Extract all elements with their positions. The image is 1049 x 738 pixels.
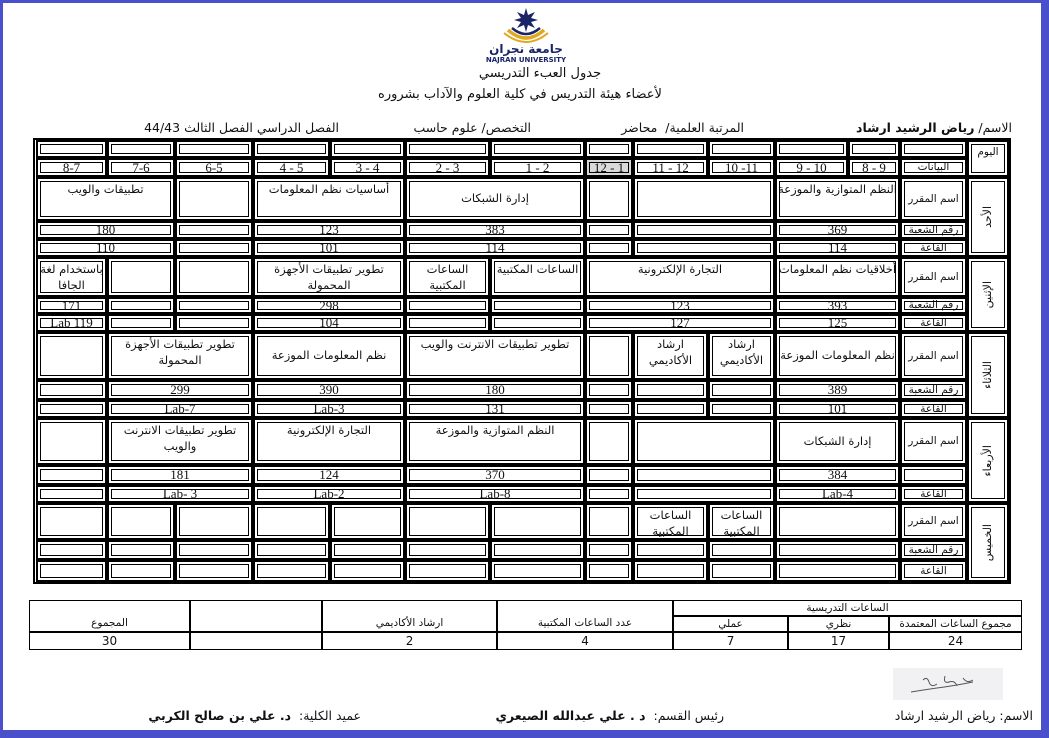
star-icon [514, 8, 538, 32]
course-cell: إدارة الشبكات [775, 418, 900, 465]
course-cell: تطوير تطبيقات الانترنت والويب [107, 418, 253, 465]
room-cell [633, 400, 708, 418]
section-cell: 123 [253, 221, 405, 239]
section-cell [107, 297, 175, 314]
room-cell [708, 400, 775, 418]
blank-cell [708, 140, 775, 158]
section-cell [633, 540, 708, 560]
room-cell [775, 560, 900, 582]
room-cell [585, 560, 633, 582]
section-cell [633, 221, 775, 239]
room-cell [633, 560, 708, 582]
course-cell: تطوير تطبيقات الانترنت والويب [405, 332, 585, 380]
section-cell: 124 [253, 465, 405, 485]
section-cell [36, 380, 107, 400]
room-cell [490, 560, 585, 582]
section-cell [330, 540, 405, 560]
section-cell: 383 [405, 221, 585, 239]
day-wednesday: الأربعاء [967, 418, 1009, 503]
course-cell [107, 503, 175, 540]
period-header: 6-5 [175, 158, 253, 177]
room-cell [175, 239, 253, 257]
course-cell: أخلاقيات نظم المعلومات [775, 257, 900, 297]
section-cell [708, 380, 775, 400]
office-hours-cell: الساعات المكتبية [708, 503, 775, 540]
period-header: 9 - 8 [848, 158, 900, 177]
room-cell: Lab-3 [253, 400, 405, 418]
theory-value: 17 [788, 632, 889, 650]
room-cell: 110 [36, 239, 175, 257]
section-cell: 389 [775, 380, 900, 400]
course-cell [585, 418, 633, 465]
course-cell [585, 177, 633, 221]
course-cell [405, 503, 490, 540]
room-label: القاعة [900, 239, 967, 257]
section-cell [36, 465, 107, 485]
section-label: رقم الشعبة [900, 540, 967, 560]
room-label: القاعة [900, 485, 967, 503]
course-cell: تطبيقات والويب [36, 177, 175, 221]
logo-arabic-text: جامعة نجران [489, 42, 563, 56]
room-cell [107, 314, 175, 332]
blank-cell [107, 140, 175, 158]
document-title: جدول العبء التدريسي [478, 66, 602, 81]
room-cell: 114 [775, 239, 900, 257]
course-cell [585, 503, 633, 540]
course-cell [633, 418, 775, 465]
course-cell [36, 418, 107, 465]
day-tuesday: الثلاثاء [967, 332, 1009, 418]
room-cell: 125 [775, 314, 900, 332]
period-header: 5 - 4 [253, 158, 330, 177]
footer-name: الاسم: رياض الرشيد ارشاد [894, 708, 1033, 723]
blank-cell [585, 140, 633, 158]
course-cell [330, 503, 405, 540]
blank-cell [900, 140, 967, 158]
total-header: المجموع [29, 600, 190, 632]
room-label: القاعة [900, 400, 967, 418]
section-cell [107, 540, 175, 560]
period-header: 4 - 3 [330, 158, 405, 177]
section-cell [405, 540, 490, 560]
theory-header: نظري [788, 616, 889, 632]
section-label-empty [900, 465, 967, 485]
specialty: التخصص/ علوم حاسب [413, 120, 531, 135]
course-cell: تطوير تطبيقات الأجهزة المحمولة [253, 257, 405, 297]
room-cell [490, 314, 585, 332]
blank-cell [775, 140, 848, 158]
course-label: اسم المقرر [900, 418, 967, 465]
section-cell [585, 540, 633, 560]
period-header: 2 - 1 [490, 158, 585, 177]
room-cell: Lab-7 [107, 400, 253, 418]
advising-cell: ارشاد الأكاديمي [633, 332, 708, 380]
period-header: 3 - 2 [405, 158, 490, 177]
section-cell [633, 380, 708, 400]
period-header: 12 - 11 [633, 158, 708, 177]
course-cell [253, 503, 330, 540]
period-header: 7-6 [107, 158, 175, 177]
advising-value: 2 [322, 632, 497, 650]
semester: الفصل الدراسي الفصل الثالث 44/43 [144, 120, 339, 135]
office-hours-cell: الساعات المكتبية [633, 503, 708, 540]
room-cell [107, 560, 175, 582]
section-cell: 181 [107, 465, 253, 485]
room-cell [708, 560, 775, 582]
room-cell: 114 [405, 239, 585, 257]
total-value: 30 [29, 632, 190, 650]
section-cell [253, 540, 330, 560]
course-cell [107, 257, 175, 297]
section-label: رقم الشعبة [900, 380, 967, 400]
advising-header: ارشاد الأكاديمي [322, 600, 497, 632]
course-label: اسم المقرر [900, 332, 967, 380]
course-cell: نظم المعلومات الموزعة [775, 332, 900, 380]
course-cell: النظم المتوازية والموزعة [775, 177, 900, 221]
section-cell: 370 [405, 465, 585, 485]
room-cell [175, 560, 253, 582]
period-header-highlighted: 1 - 12 [585, 158, 633, 177]
day-thursday: الخميس [967, 503, 1009, 582]
day-header: اليوم [967, 140, 1009, 177]
course-cell [175, 257, 253, 297]
room-cell [585, 239, 633, 257]
section-cell: 384 [775, 465, 900, 485]
course-cell [175, 503, 253, 540]
room-cell: 101 [775, 400, 900, 418]
course-cell [36, 503, 107, 540]
room-cell [330, 560, 405, 582]
blank-cell [36, 140, 107, 158]
course-cell: إدارة الشبكات [405, 177, 585, 221]
section-cell [175, 297, 253, 314]
section-cell [775, 540, 900, 560]
practical-header: عملي [673, 616, 788, 632]
section-cell [405, 297, 490, 314]
section-cell: 298 [253, 297, 405, 314]
section-label: رقم الشعبة [900, 221, 967, 239]
period-header: 10 - 9 [775, 158, 848, 177]
section-cell: 369 [775, 221, 900, 239]
course-label: اسم المقرر [900, 177, 967, 221]
room-cell: 101 [253, 239, 405, 257]
room-cell [175, 314, 253, 332]
faculty-name: الاسم/ رياض الرشيد ارشاد [856, 120, 1012, 135]
office-hours-cell: الساعات المكتبية [490, 257, 585, 297]
section-cell [175, 221, 253, 239]
room-cell [36, 400, 107, 418]
course-cell [775, 503, 900, 540]
period-header: 8-7 [36, 158, 107, 177]
credit-total-header: مجموع الساعات المعتمدة [889, 616, 1022, 632]
room-cell: 127 [585, 314, 775, 332]
blank-cell [848, 140, 900, 158]
section-cell [490, 297, 585, 314]
document-subtitle: لأعضاء هيئة التدريس في كلية العلوم والآداب بشروره [378, 87, 662, 102]
room-cell [36, 485, 107, 503]
course-cell: التجارة الإلكترونية [585, 257, 775, 297]
room-cell: 119 Lab [36, 314, 107, 332]
course-cell [585, 332, 633, 380]
course-cell [633, 177, 775, 221]
section-cell [585, 221, 633, 239]
blank-value [190, 632, 322, 650]
academic-rank: المرتبة العلمية/ محاضر [621, 120, 744, 135]
office-hours-value: 4 [497, 632, 673, 650]
practical-value: 7 [673, 632, 788, 650]
section-cell [36, 540, 107, 560]
course-cell: نظم المعلومات الموزعة [253, 332, 405, 380]
room-cell: Lab-2 [253, 485, 405, 503]
room-cell [633, 485, 775, 503]
room-cell: 104 [253, 314, 405, 332]
course-label: اسم المقرر [900, 257, 967, 297]
section-cell [708, 540, 775, 560]
room-cell [405, 314, 490, 332]
blank-cell [405, 140, 490, 158]
day-sunday: الأحد [967, 177, 1009, 257]
section-cell [585, 465, 633, 485]
course-cell [36, 332, 107, 380]
course-cell: تطوير تطبيقات الأجهزة المحمولة [107, 332, 253, 380]
credit-total-value: 24 [889, 632, 1022, 650]
course-cell [175, 177, 253, 221]
section-label: رقم الشعبة [900, 297, 967, 314]
blank-cell [490, 140, 585, 158]
room-cell: 131 [405, 400, 585, 418]
course-cell: باستخدام لغة الجافا [36, 257, 107, 297]
section-cell: 123 [585, 297, 775, 314]
room-cell: Lab-8 [405, 485, 585, 503]
logo-english-text: NAJRAN UNIVERSITY [485, 56, 567, 64]
section-cell: 180 [405, 380, 585, 400]
room-cell [405, 560, 490, 582]
room-cell [585, 400, 633, 418]
course-cell: التجارة الإلكترونية [253, 418, 405, 465]
day-monday: الإثنين [967, 257, 1009, 332]
room-label: القاعة [900, 560, 967, 582]
room-label: القاعة [900, 314, 967, 332]
room-cell [36, 560, 107, 582]
section-cell [633, 465, 775, 485]
office-hours-cell: الساعات المكتبية [405, 257, 490, 297]
signature-image [893, 668, 1003, 700]
section-cell [585, 380, 633, 400]
blank-header [190, 600, 322, 632]
section-cell: 180 [36, 221, 175, 239]
section-cell [175, 540, 253, 560]
teaching-hours-header: الساعات التدريسية [673, 600, 1022, 616]
course-cell [490, 503, 585, 540]
data-header: البيانات [900, 158, 967, 177]
room-cell [253, 560, 330, 582]
course-label: اسم المقرر [900, 503, 967, 540]
blank-cell [253, 140, 330, 158]
room-cell: Lab-4 [775, 485, 900, 503]
section-cell: 299 [107, 380, 253, 400]
section-cell: 171 [36, 297, 107, 314]
section-cell [490, 540, 585, 560]
room-cell [633, 239, 775, 257]
advising-cell: ارشاد الأكاديمي [708, 332, 775, 380]
section-cell: 390 [253, 380, 405, 400]
course-cell: أساسيات نظم المعلومات [253, 177, 405, 221]
blank-cell [175, 140, 253, 158]
period-header: 11- 10 [708, 158, 775, 177]
room-cell [585, 485, 633, 503]
college-dean: عميد الكلية: د. علي بن صالح الكربي [148, 708, 361, 723]
office-hours-header: عدد الساعات المكتبية [497, 600, 673, 632]
course-cell: النظم المتوازية والموزعة [405, 418, 585, 465]
blank-cell [633, 140, 708, 158]
section-cell: 393 [775, 297, 900, 314]
department-head: رئيس القسم: د . علي عبدالله الصيعري [495, 708, 724, 723]
university-logo [478, 6, 574, 66]
blank-cell [330, 140, 405, 158]
room-cell: Lab- 3 [107, 485, 253, 503]
